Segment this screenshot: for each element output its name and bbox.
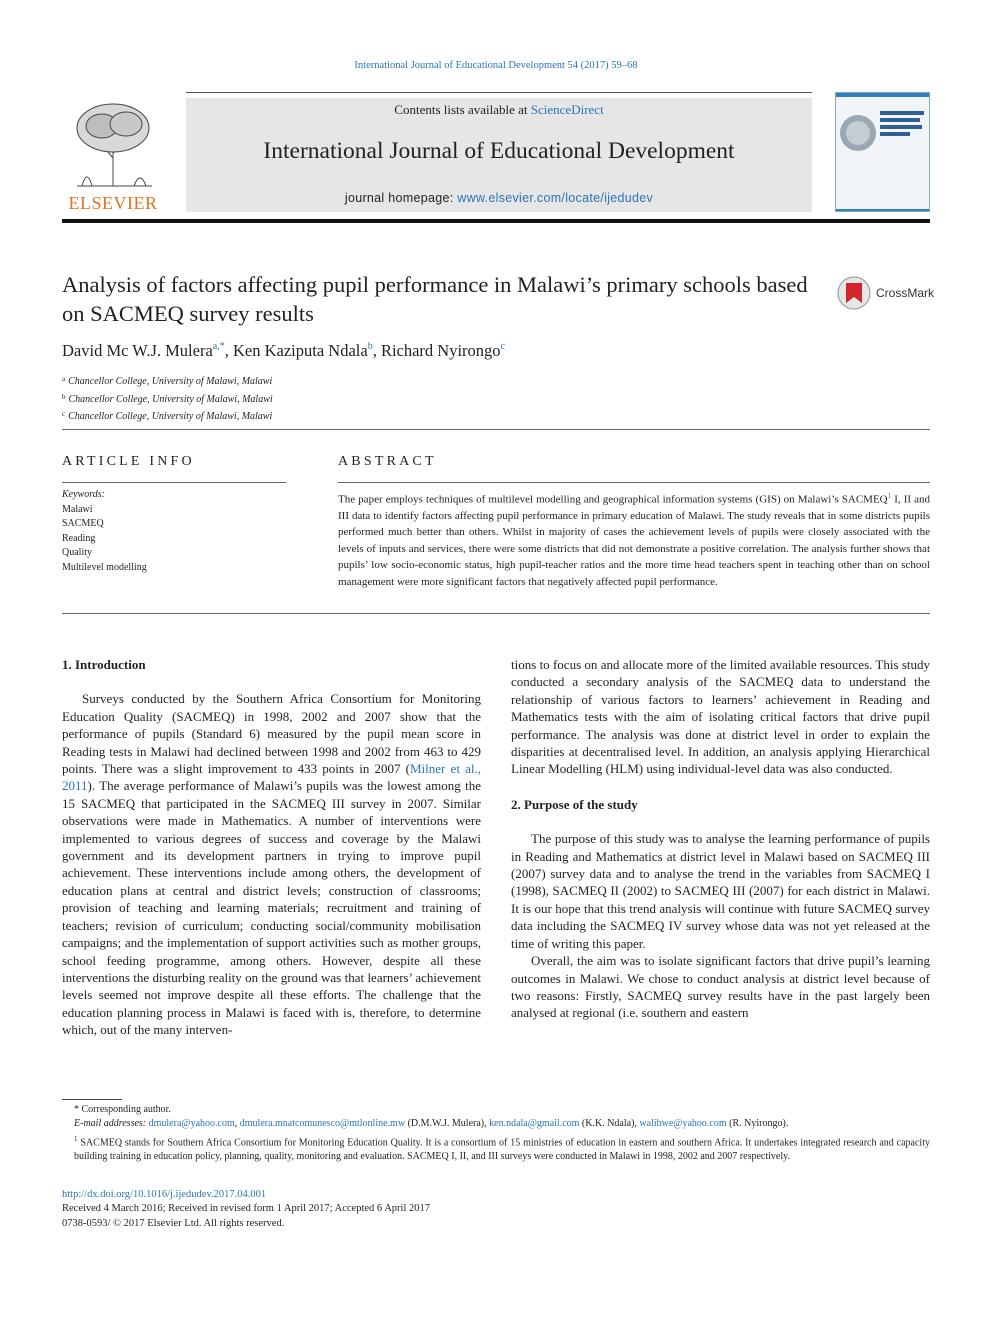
- abstract-part2: I, II and III data to identify factors affecting pupil performance in primary education of Malawi. The study reveals that in some districts pupils performed much better than others. Whilst in majority of cases the achievement levels of pupils were closely associated with the levels of inputs and services, there were some districts that did not demonstrate a positive correlation. The analysis further shows that pupils’ low socio-economic status, high pupil-teacher ratios and the more time head teachers spent in teaching other than on school management were more significant factors that negatively affected pupil performance.: [338, 493, 930, 588]
- header-top-rule: [186, 92, 812, 93]
- publisher-wordmark: ELSEVIER: [68, 193, 158, 213]
- journal-cover-icon: [836, 93, 930, 212]
- email-link[interactable]: walibwe@yahoo.com: [639, 1118, 727, 1130]
- footnotes: [62, 1103, 930, 1165]
- keyword-item: Malawi: [62, 503, 93, 515]
- email-addresses: [62, 1117, 930, 1131]
- crossmark-label: CrossMark: [876, 286, 935, 300]
- abstract-rule: [338, 482, 930, 483]
- article-info-heading: ARTICLE INFO: [62, 454, 195, 469]
- intro-paragraph: [62, 690, 481, 1038]
- purpose-paragraph: Overall, the aim was to isolate significant factors that drive pupil’s learning outcomes in Malawi. We chose to conduct analysis at district level because of two reasons: Firstly, SACMEQ survey results have in the past largely been analysed at regional (i.e. southern and eastern: [511, 953, 930, 1021]
- keyword-item: Reading: [62, 532, 96, 544]
- body-column-left: [62, 656, 481, 1039]
- contents-prefix: Contents lists available at: [394, 102, 531, 117]
- section-title-purpose: 2. Purpose of the study: [511, 796, 638, 812]
- keyword-item: Multilevel modelling: [62, 561, 147, 573]
- author-affiliation-marker[interactable]: b: [367, 341, 373, 352]
- affiliation-marker: b: [62, 392, 66, 401]
- body-column-right: [511, 656, 930, 1022]
- doi-link[interactable]: http://dx.doi.org/10.1016/j.ijedudev.2017.04.001: [62, 1189, 267, 1200]
- header-rule: [62, 219, 930, 223]
- homepage-link[interactable]: www.elsevier.com/locate/ijedudev: [457, 191, 654, 205]
- homepage-prefix: journal homepage:: [344, 191, 458, 205]
- email-link[interactable]: dmulera@yahoo.com: [148, 1118, 235, 1130]
- keyword-item: Quality: [62, 547, 92, 559]
- footnote-1-text: SACMEQ stands for Southern Africa Consortium for Monitoring Education Quality. It is a consortium of 15 ministries of education in eastern and southern Africa. It undertakes integrated research and capacity building training in education policy, planning, quality, monitoring and evaluation. SACMEQ I, II, and III surveys were conducted in Malawi in 1998, 2002 and 2007 respectively.: [74, 1136, 930, 1163]
- email-link[interactable]: ken.ndala@gmail.com: [489, 1118, 580, 1130]
- affiliation-marker: c: [62, 410, 66, 418]
- journal-title: International Journal of Educational Development: [263, 138, 735, 164]
- crossmark-icon: [836, 275, 872, 311]
- email-sep: (R. Nyirongo).: [726, 1118, 789, 1130]
- abstract-part1: The paper employs techniques of multilevel modelling and geographical information systems (GIS) on Malawi’s SACMEQ: [338, 493, 888, 506]
- affiliation-text: Chancellor College, University of Malawi, Malawi: [68, 376, 273, 387]
- affiliation-item: [62, 407, 273, 425]
- email-sep: (D.M.W.J. Mulera),: [405, 1118, 490, 1130]
- article-info-rule: [62, 482, 286, 483]
- copyright-line: 0738-0593/ © 2017 Elsevier Ltd. All rights reserved.: [62, 1217, 285, 1229]
- author-name[interactable]: Ken Kaziputa Ndala: [232, 341, 368, 360]
- purpose-paragraph: The purpose of this study was to analyse the learning performance of pupils in Reading and Mathematics at district level in Malawi based on SACMEQ III (2007) survey data and to analyse the trend in the variables from SACMEQ I (1998), SACMEQ II (2002) to SACMEQ III (2007) for each district in Malawi. It is our hope that this trend analysis will continue with future SACMEQ survey data including the SACMEQ IV survey whose data was not yet released at the time of writing this paper.: [511, 831, 930, 951]
- author-name[interactable]: David Mc W.J. Mulera: [62, 341, 213, 360]
- intro-paragraph-continued: tions to focus on and allocate more of the limited available resources. This study conducted a secondary analysis of the SACMEQ data to understand the relationship of various factors to learners’ achievement in Reading and Mathematics tests with the aim of isolating critical factors that drive pupil performance. The analysis was done at district level in order to explain the disparities at decentralised level. In addition, an analysis applying Hierarchical Linear Modelling (HLM) using individual-level data was also conducted.: [511, 657, 930, 777]
- divider-rule: [62, 613, 930, 614]
- author-separator: ,: [372, 341, 381, 360]
- elsevier-logo: [62, 98, 164, 214]
- keywords-label: Keywords:: [62, 489, 105, 500]
- author-name[interactable]: Richard Nyirongo: [380, 341, 501, 360]
- corresponding-author-text: Corresponding author.: [81, 1104, 171, 1115]
- journal-citation[interactable]: International Journal of Educational Development 54 (2017) 59–68: [354, 60, 638, 71]
- footnote-marker[interactable]: 1: [887, 492, 892, 500]
- corresponding-author-note: * Corresponding author.: [74, 1104, 171, 1115]
- email-sep: (K.K. Ndala),: [579, 1118, 640, 1130]
- footnote-1: $^1$ SACMEQ stands for Southern Africa Consortium for Monitoring Education Quality. It is a consortium of 15 ministries of education in eastern and southern Africa. It undertakes integrated research and capacity building training in education policy, planning, quality, monitoring and evaluation. SACMEQ I, II, and III surveys were conducted in Malawi in 1998, 2002 and 2007 respectively.: [74, 1134, 930, 1163]
- affiliation-text: Chancellor College, University of Malawi, Malawi: [68, 393, 273, 405]
- email-sep: ,: [234, 1118, 240, 1130]
- section-title-introduction: 1. Introduction: [62, 657, 146, 672]
- journal-cover-image: [835, 92, 930, 212]
- publication-info: [62, 1188, 430, 1231]
- homepage-line: [186, 191, 812, 205]
- article-title: Analysis of factors affecting pupil performance in Malawi’s primary schools based on SACMEQ survey results: [62, 272, 808, 326]
- keywords-block: [62, 488, 147, 576]
- affiliation-item: [62, 372, 273, 390]
- footnote-rule: [62, 1099, 122, 1100]
- affiliation-item: [62, 390, 273, 408]
- email-link[interactable]: dmulera.mnatcomunesco@mtlonline.mw: [239, 1118, 406, 1130]
- email-label: E-mail addresses:: [74, 1118, 147, 1130]
- intro-text-b: ). The average performance of Malawi’s pupils was the lowest among the 15 SACMEQ that participated in the SACMEQ III survey in 2007. Similar observations were made in Mathematics. A number of interventions were implemented to various degrees of success and coverage by the Malawi government and its development partners in trying to improve pupil achievement. These interventions include among others, the development of education plans at central and district levels; construction of classrooms; provision of teaching and learning materials; recruitment and training of teachers; revision of curriculum; conducting social/community mobilisation campaigns; and the implementation of support activities such as mother groups, school feeding programme, among others. However, despite all these interventions the disturbing reality on the ground was that learners’ achievement levels seemed not improve despite all these efforts. The challenge that the education planning process in Malawi is faced with is, therefore, to determine which, out of the many interven-: [62, 778, 481, 1038]
- divider-rule: [62, 429, 930, 430]
- author-separator: ,: [224, 341, 233, 360]
- author-affiliation-marker[interactable]: a,*: [212, 341, 225, 352]
- affiliation-text: Chancellor College, University of Malawi, Malawi: [68, 411, 273, 422]
- crossmark-badge[interactable]: [836, 275, 936, 311]
- journal-banner: [186, 98, 812, 212]
- keyword-item: SACMEQ: [62, 518, 104, 530]
- affiliation-list: [62, 372, 273, 425]
- abstract-heading: ABSTRACT: [338, 454, 437, 469]
- elsevier-tree-icon: [62, 98, 164, 190]
- contents-line: [186, 102, 812, 118]
- author-list: [62, 341, 505, 361]
- citation-link[interactable]: Milner et al., 2011: [62, 761, 481, 794]
- sciencedirect-link[interactable]: ScienceDirect: [530, 102, 604, 117]
- received-dates: Received 4 March 2016; Received in revised form 1 April 2017; Accepted 6 April 2017: [62, 1203, 430, 1215]
- abstract-text: [338, 488, 930, 590]
- affiliation-marker: a: [62, 375, 66, 383]
- intro-text-a: Surveys conducted by the Southern Africa Consortium for Monitoring Education Quality (SACMEQ) in 1998, 2002 and 2007 show that the performance of pupils (Standard 6) measured by the pupil mean score in Reading tests in Malawi had declined between 1998 and 2002 from 463 to 429 points. There was a slight improvement to 433 points in 2007 (: [62, 691, 481, 777]
- author-affiliation-marker[interactable]: c: [500, 341, 505, 352]
